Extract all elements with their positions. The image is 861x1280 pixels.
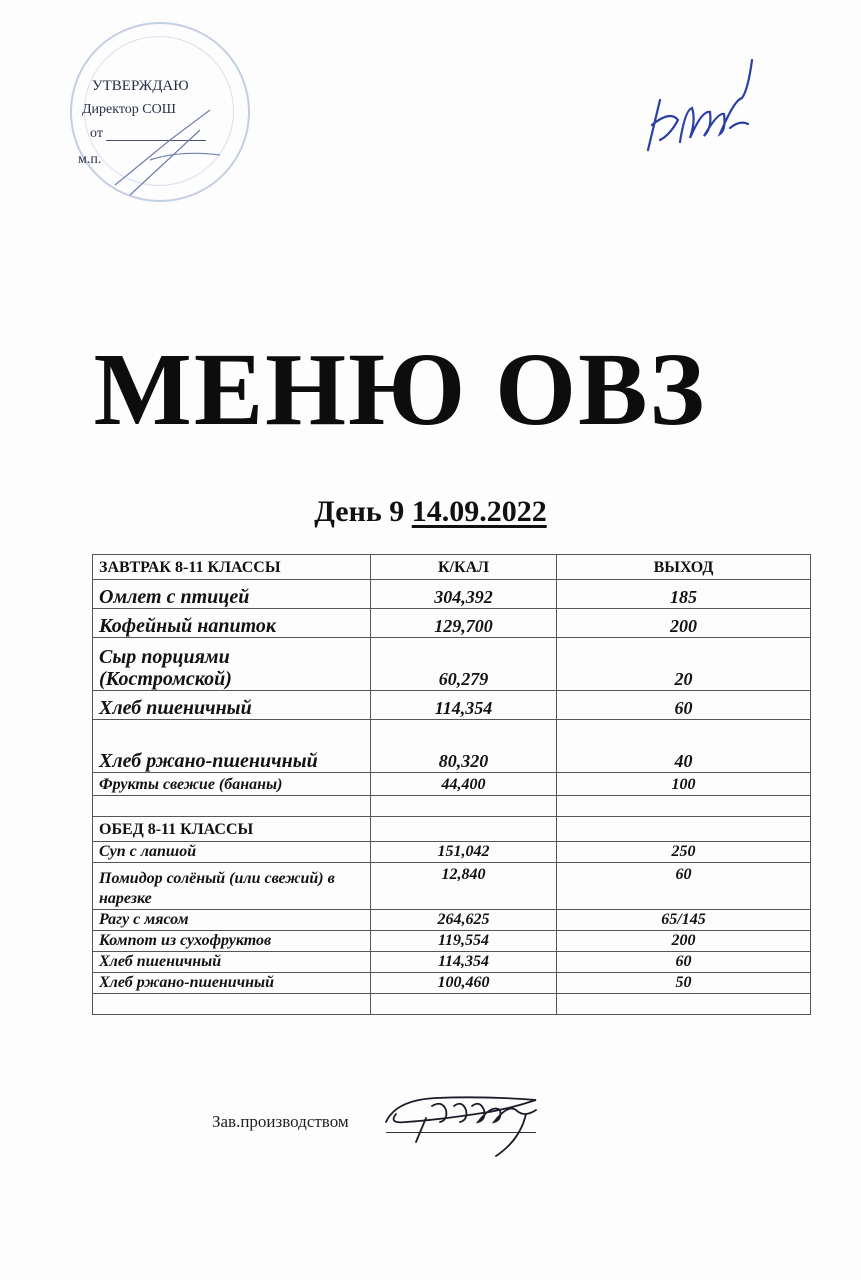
lunch-header-row	[93, 817, 811, 842]
dish-kcal: 44,400	[371, 773, 557, 796]
approval-from: от	[90, 126, 103, 141]
dish-kcal: 114,354	[371, 952, 557, 973]
dish-output: 250	[557, 842, 811, 863]
dish-output: 20	[557, 638, 811, 691]
table-row	[93, 910, 811, 931]
dish-kcal: 264,625	[371, 910, 557, 931]
dish-output: 100	[557, 773, 811, 796]
dish-kcal: 151,042	[371, 842, 557, 863]
page-title: МЕНЮ ОВЗ	[93, 332, 707, 447]
footer-label: Зав.производством	[212, 1112, 349, 1131]
dish-output: 40	[557, 720, 811, 773]
dish-name: Компот из сухофруктов	[93, 931, 371, 952]
dish-name: Хлеб пшеничный	[93, 691, 371, 720]
dish-name: Рагу с мясом	[93, 910, 371, 931]
lunch-header: ОБЕД 8-11 КЛАССЫ	[93, 817, 371, 842]
dish-kcal: 114,354	[371, 691, 557, 720]
table-header-row	[93, 555, 811, 580]
dish-output: 60	[557, 691, 811, 720]
kcal-header: К/КАЛ	[371, 555, 557, 580]
dish-name: Помидор солёный (или свежий) в нарезке	[93, 863, 371, 910]
output-header: ВЫХОД	[557, 555, 811, 580]
dish-name: Кофейный напиток	[93, 609, 371, 638]
dish-output: 60	[557, 863, 811, 910]
approval-title: УТВЕРЖДАЮ	[92, 78, 189, 94]
breakfast-header: ЗАВТРАК 8-11 КЛАССЫ	[93, 555, 371, 580]
table-row	[93, 863, 811, 910]
table-row	[93, 931, 811, 952]
approval-stamp	[70, 22, 250, 202]
dish-name: Сыр порциями (Костромской)	[93, 638, 371, 691]
dish-kcal: 304,392	[371, 580, 557, 609]
table-row	[93, 952, 811, 973]
dish-output: 60	[557, 952, 811, 973]
table-row	[93, 691, 811, 720]
table-row	[93, 609, 811, 638]
dish-kcal: 60,279	[371, 638, 557, 691]
dish-name: Хлеб ржано-пшеничный	[93, 720, 371, 773]
table-row	[93, 638, 811, 691]
dish-output: 50	[557, 973, 811, 994]
director-signature-icon	[630, 50, 770, 160]
approval-seal-place: м.п.	[78, 152, 102, 167]
empty-row	[93, 994, 811, 1015]
approval-director: Директор СОШ	[82, 102, 176, 117]
dish-output: 200	[557, 931, 811, 952]
table-row	[93, 720, 811, 773]
dish-name: Хлеб ржано-пшеничный	[93, 973, 371, 994]
dish-output: 65/145	[557, 910, 811, 931]
table-row	[93, 842, 811, 863]
table-row	[93, 973, 811, 994]
day-date: 14.09.2022	[411, 495, 547, 528]
empty-row	[93, 796, 811, 817]
stamp-signature-icon	[110, 100, 240, 200]
dish-kcal: 12,840	[371, 863, 557, 910]
dish-name: Фрукты свежие (бананы)	[93, 773, 371, 796]
table-row	[93, 580, 811, 609]
manager-signature-icon	[376, 1070, 576, 1160]
day-label: День 9	[314, 495, 405, 528]
menu-table	[92, 554, 811, 1015]
dish-name: Суп с лапшой	[93, 842, 371, 863]
dish-kcal: 100,460	[371, 973, 557, 994]
day-heading	[0, 492, 861, 532]
dish-kcal: 129,700	[371, 609, 557, 638]
dish-output: 185	[557, 580, 811, 609]
dish-output: 200	[557, 609, 811, 638]
dish-kcal: 80,320	[371, 720, 557, 773]
table-row	[93, 773, 811, 796]
dish-name: Омлет с птицей	[93, 580, 371, 609]
dish-name: Хлеб пшеничный	[93, 952, 371, 973]
dish-kcal: 119,554	[371, 931, 557, 952]
